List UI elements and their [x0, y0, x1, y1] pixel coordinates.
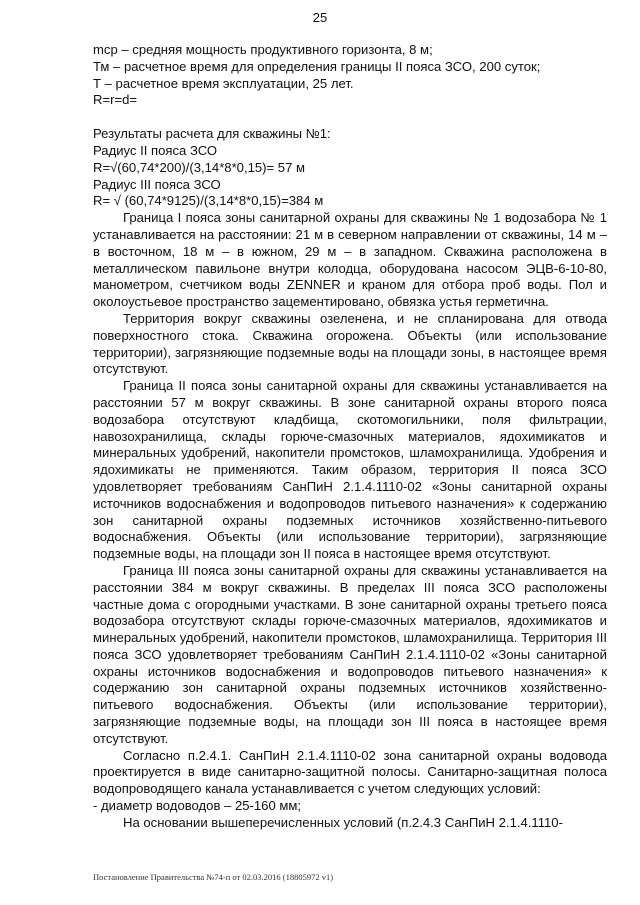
document-body — [93, 42, 607, 832]
zone3-radius-title: Радиус III пояса ЗСО — [93, 176, 221, 192]
definition-mcp: mcp – средняя мощность продуктивного горизонта, 8 м; — [93, 42, 433, 57]
results-header: Результаты расчета для скважины №1: — [93, 126, 331, 142]
zone2-radius-formula: R=√(60,74*200)/(3,14*8*0,15)= 57 м — [93, 159, 306, 175]
definition-t: Т – расчетное время эксплуатации, 25 лет. — [93, 75, 354, 91]
formula-rrd: R=r=d= — [93, 92, 138, 108]
paragraph-zone2: Граница II пояса зоны санитарной охраны для скважины устанавливается на расстоянии 57 м вокруг скважины. В зоне санитарной охраны второго пояса водозабора отсутствуют кладбища, скотомогильники, поля фильтрации, навозохранилища, склады горюче-смазочных материалов, ядохимикатов и минеральных удобрений, накопители промстоков, шламохранилища. Удобрения и ядохимикаты не применяются. Таким образом, территория II пояса ЗСО удовлетворяет требованиям СанПиН 2.1.4.1110-02 «Зоны санитарной охраны источников водоснабжения и водопроводов питьевого назначения» к содержанию зон санитарной охраны подземных источников хозяйственно-питьевого водоснабжения. Объекты (или использование территории), загрязняющие подземные воды, на площади зон II пояса в настоящее время отсутствуют. — [93, 378, 607, 562]
paragraph-territory: Территория вокруг скважины озеленена, и не спланирована для отвода поверхностного стока. Скважина огорожена. Объекты (или использование территории), загрязняющие подземные воды на площади зоны, в настоящее время отсутствуют. — [93, 310, 607, 377]
page-number: 25 — [312, 10, 328, 25]
paragraph-pipe-diameter: - диаметр водоводов – 25-160 мм; — [93, 798, 302, 814]
paragraph-zone1: Граница I пояса зоны санитарной охраны для скважины № 1 водозабора № 1 устанавливается на расстоянии: 21 м в северном направлении от скважины, 14 м – в восточном, 18 м – в южном, 29 м – в западном. Скважина расположена в металлическом павильоне внутри колодца, оборудована насосом ЭЦВ-6-10-80, манометром, счетчиком воды ZENNER и краном для отбора проб воды. Пол и околоустьевое пространство зацементировано, обвязка устья герметична. — [93, 210, 607, 310]
zone2-radius-title: Радиус II пояса ЗСО — [93, 142, 218, 158]
footer-note: Постановление Правительства №74-п от 02.03.2016 (18805972 v1) — [93, 872, 334, 882]
paragraph-zone3: Граница III пояса зоны санитарной охраны для скважины устанавливается на расстоянии 384 м вокруг скважины. В пределах III пояса ЗСО расположены частные дома с огородными участками. В зоне санитарной охраны третьего пояса водозабора отсутствуют склады горюче-смазочных материалов, ядохимикатов и минеральных удобрений, накопители промстоков, шламохранилища. Территория III пояса ЗСО удовлетворяет требованиям СанПиН 2.1.4.1110-02 «Зоны санитарной охраны источников водоснабжения и водопроводов питьевого назначения» к содержанию зон санитарной охраны подземных источников хозяйственно-питьевого водоснабжения. Объекты (или использование территории), загрязняющие подземные воды, на площади зон III пояса в настоящее время отсутствуют. — [93, 562, 607, 746]
paragraph-sanpin-241: Согласно п.2.4.1. СанПиН 2.1.4.1110-02 зона санитарной охраны водовода проектируется в виде санитарно-защитной полосы. Санитарно-защитная полоса водопроводящего канала устанавливается с учетом следующих условий: — [93, 747, 607, 797]
definition-tm: Тм – расчетное время для определения границы II пояса ЗСО, 200 суток; — [93, 58, 541, 74]
paragraph-conclusion-start: На основании вышеперечисленных условий (п.2.4.3 СанПиН 2.1.4.1110- — [123, 814, 563, 830]
zone3-radius-formula: R= √ (60,74*9125)/(3,14*8*0,15)=384 м — [93, 193, 324, 209]
